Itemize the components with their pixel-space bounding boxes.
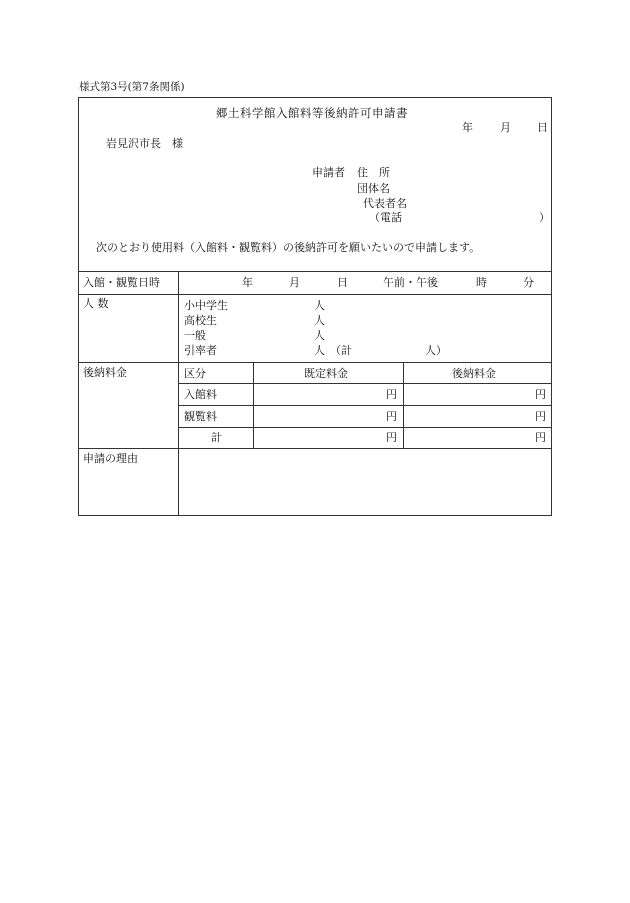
applicant-label: 申請者	[312, 166, 345, 179]
people-unit: 人	[314, 314, 325, 327]
fee-row-viewing: 観覧料	[184, 410, 217, 423]
phone-label: （電話	[369, 211, 402, 224]
visit-hour-label: 時	[476, 276, 487, 289]
application-statement: 次のとおり使用料（入館料・観覧料）の後納許可を願いたいので申請します。	[96, 241, 481, 254]
fee-header-deferred: 後納料金	[452, 367, 496, 380]
representative-label: 代表者名	[363, 197, 407, 210]
visit-minute-label: 分	[523, 276, 534, 289]
visit-month-label: 月	[289, 276, 300, 289]
people-item-escort: 引率者	[184, 344, 217, 357]
form-title: 郷土科学館入館料等後納許可申請書	[216, 106, 408, 120]
yen-unit: 円	[386, 410, 397, 423]
visit-year-label: 年	[242, 276, 253, 289]
rule-fee-col2	[403, 362, 404, 448]
people-total-close: 人）	[425, 344, 447, 357]
fee-row-admission: 入館料	[184, 388, 217, 401]
reason-label: 申請の理由	[83, 452, 138, 465]
yen-unit: 円	[386, 388, 397, 401]
rule-fee-col1	[253, 362, 254, 448]
fee-header-category: 区分	[184, 367, 206, 380]
yen-unit: 円	[535, 431, 546, 444]
people-total-label: （計	[330, 344, 352, 357]
date-year-label: 年	[462, 121, 473, 134]
rule-people-bottom	[78, 362, 552, 363]
people-item-highschool: 高校生	[184, 314, 217, 327]
addressee: 岩見沢市長 様	[106, 137, 183, 150]
fee-header-standard: 既定料金	[304, 367, 348, 380]
yen-unit: 円	[535, 388, 546, 401]
rule-header-bottom	[78, 271, 552, 272]
rule-visit-bottom	[78, 294, 552, 295]
people-item-general: 一般	[184, 329, 206, 342]
visit-ampm-label: 午前・午後	[383, 276, 438, 289]
people-unit: 人	[314, 299, 325, 312]
yen-unit: 円	[386, 431, 397, 444]
fees-label: 後納料金	[83, 366, 127, 379]
people-count-label: 人 数	[83, 297, 109, 310]
rule-fee-row2	[178, 427, 552, 428]
rule-fee-header	[178, 383, 552, 384]
form-number-label: 様式第3号(第7条関係)	[79, 81, 185, 93]
date-month-label: 月	[500, 121, 511, 134]
date-day-label: 日	[537, 121, 548, 134]
rule-fee-row1	[178, 405, 552, 406]
fee-row-total: 計	[211, 431, 222, 444]
people-unit: 人	[314, 344, 325, 357]
yen-unit: 円	[535, 410, 546, 423]
organization-label: 団体名	[357, 182, 390, 195]
people-item-elementary: 小中学生	[184, 299, 228, 312]
address-label: 住 所	[357, 166, 390, 179]
visit-datetime-label: 入館・観覧日時	[83, 276, 160, 289]
reason-field	[179, 449, 551, 515]
visit-day-label: 日	[337, 276, 348, 289]
people-unit: 人	[314, 329, 325, 342]
phone-close-paren: ）	[539, 211, 550, 224]
